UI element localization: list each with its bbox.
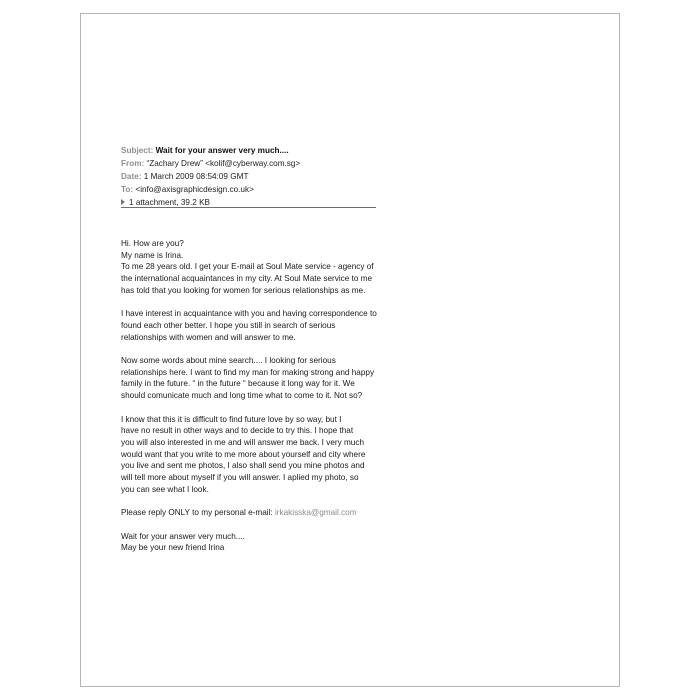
- body-paragraph: [121, 308, 381, 343]
- disclosure-triangle-icon[interactable]: [121, 199, 125, 205]
- body-line: would want that you write to me more about yourself and city where: [121, 449, 366, 459]
- date-value: 1 March 2009 08:54:09 GMT: [143, 171, 249, 181]
- body-paragraph: [121, 414, 381, 496]
- body-line: should comunicate much and long time what to come to it. Not so?: [121, 391, 363, 401]
- email-body: [121, 238, 381, 554]
- from-row: [121, 158, 376, 171]
- body-line: To me 28 years old. I get your E-mail at Soul Mate service - agency of: [121, 262, 374, 272]
- body-line: family in the future. “ in the future “ because it long way for it. We: [121, 379, 355, 389]
- body-line: will tell more about myself if you will answer. I aplied my photo, so: [121, 473, 359, 483]
- body-line: found each other better. I hope you still in search of serious: [121, 320, 336, 330]
- subject-label: Subject:: [121, 146, 154, 155]
- date-row: [121, 171, 376, 184]
- body-line: you will also interested in me and will answer me back. I very much: [121, 437, 364, 447]
- body-line: you live and sent me photos, I also shall send you mine photos and: [121, 461, 365, 471]
- closing-paragraph: [121, 531, 381, 554]
- body-line: My name is Irina.: [121, 250, 184, 260]
- body-line: I have interest in acquaintance with you and having correspondence to: [121, 309, 377, 319]
- body-line: relationships with women and will answer to me.: [121, 332, 296, 342]
- body-line: Now some words about mine search.... I looking for serious: [121, 356, 336, 365]
- reply-paragraph: [121, 507, 381, 519]
- reply-email-link[interactable]: irkakisska@gmail.com: [274, 508, 357, 518]
- attachment-info: 1 attachment, 39.2 KB: [129, 197, 211, 207]
- reply-line: [121, 507, 381, 519]
- to-value: <info@axisgraphicdesign.co.uk>: [135, 184, 254, 194]
- to-label: To:: [121, 184, 134, 194]
- body-line: have no result in other ways and to decide to try this. I hope that: [121, 426, 354, 436]
- body-line: Hi. How are you?: [121, 239, 184, 248]
- header-divider: [121, 207, 376, 208]
- body-line: has told that you looking for women for serious relationships as me.: [121, 285, 366, 295]
- body-line: you can see what I look.: [121, 484, 209, 494]
- subject-row: [121, 145, 376, 158]
- body-paragraph: [121, 238, 381, 297]
- email-header: [121, 145, 376, 210]
- reply-text: Please reply ONLY to my personal e-mail:: [121, 508, 273, 518]
- from-value: “Zachary Drew” <kolif@cyberway.com.sg>: [146, 158, 301, 168]
- body-line: I know that this it is difficult to find future love by so way, but I: [121, 414, 342, 424]
- body-line: relationships here. I want to find my man for making strong and happy: [121, 367, 375, 377]
- closing-line: Wait for your answer very much....: [121, 531, 245, 541]
- from-label: From:: [121, 158, 145, 168]
- to-row: [121, 184, 376, 197]
- date-label: Date:: [121, 171, 142, 181]
- subject-value: Wait for your answer very much....: [155, 146, 289, 155]
- signature-line: May be your new friend Irina: [121, 543, 225, 553]
- body-paragraph: [121, 355, 381, 402]
- body-line: the international acquaintances in my city. At Soul Mate service to me: [121, 274, 373, 284]
